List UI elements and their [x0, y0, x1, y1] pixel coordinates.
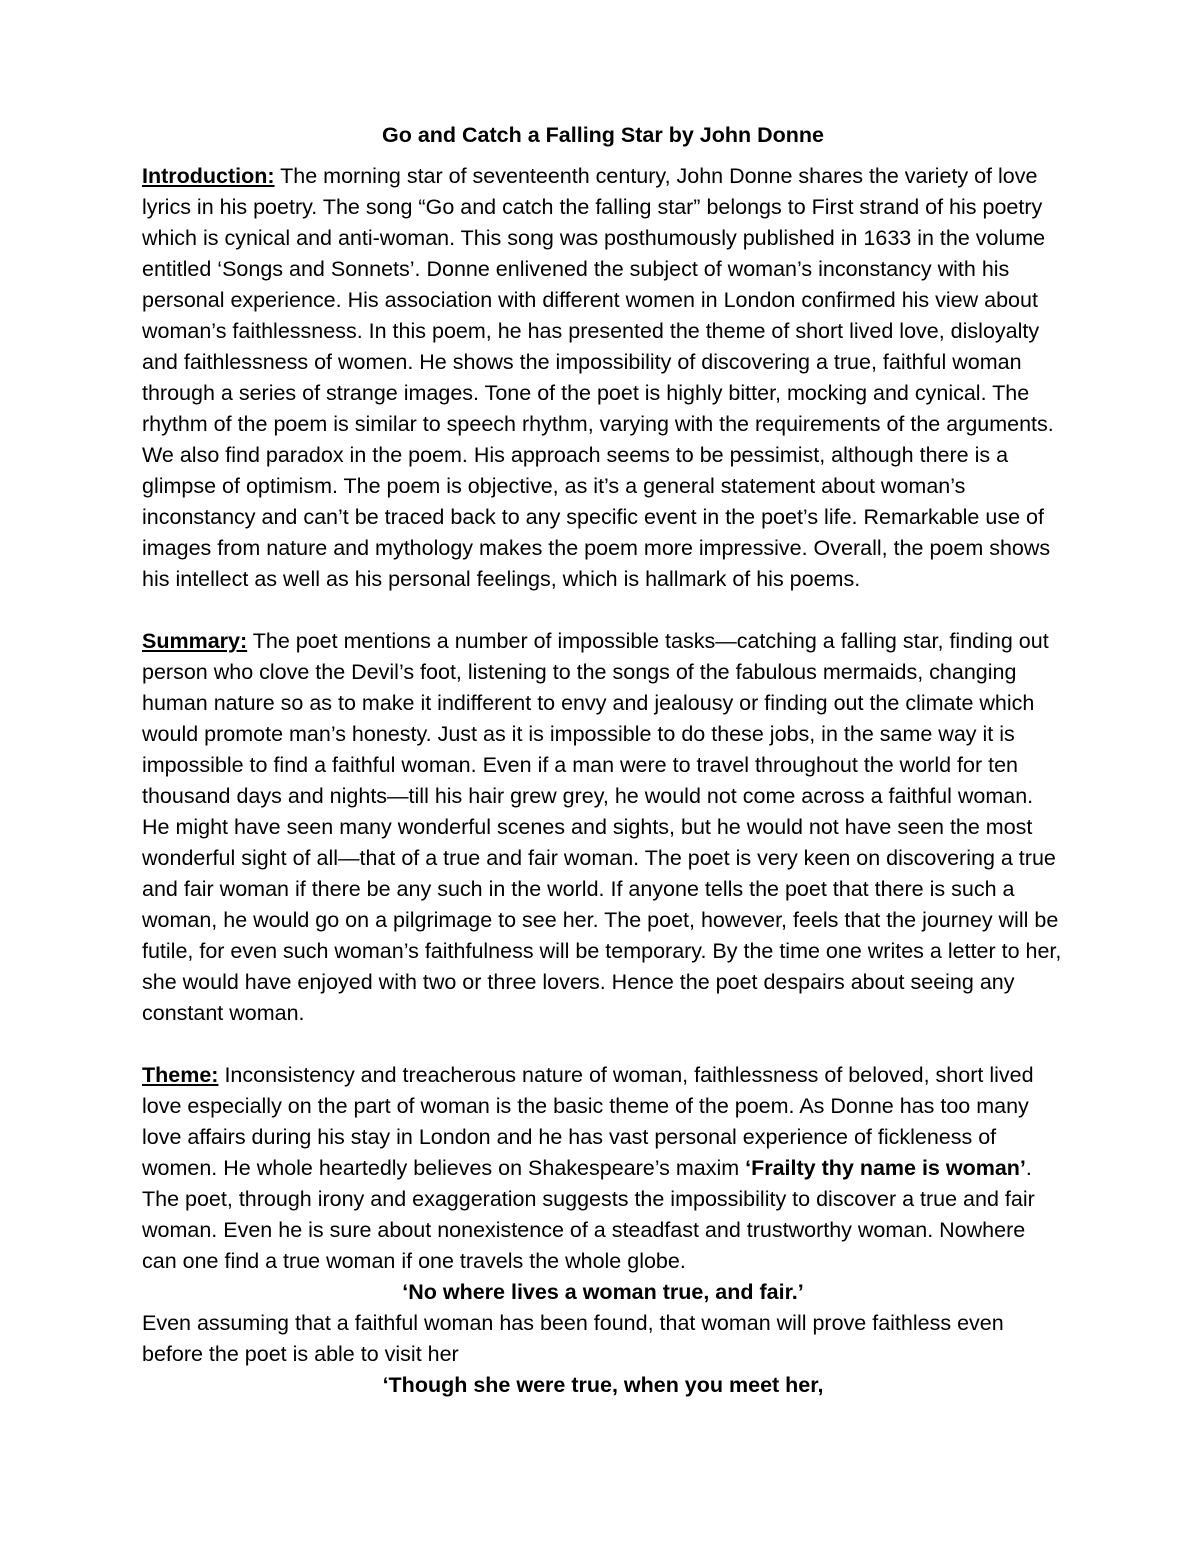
introduction-text: The morning star of seventeenth century, John Donne shares the variety of love lyrics in his poetry. The song “Go and catch the falling star” belongs to First strand of his poetry which is cynical and anti-woman. This song was posthumously published in 1633 in the volume entitled ‘Songs and Sonnets’. Donne enlivened the subject of woman’s inconstancy with his personal experience. His association with different women in London confirmed his view about woman’s faithlessness. In this poem, he has presented the theme of short lived love, disloyalty and faithlessness of women. He shows the impossibility of discovering a true, faithful woman through a series of strange images. Tone of the poet is highly bitter, mocking and cynical. The rhythm of the poem is similar to speech rhythm, varying with the requirements of the arguments. We also find paradox in the poem. His approach seems to be pessimist, although there is a glimpse of optimism. The poem is objective, as it’s a general statement about woman’s inconstancy and can’t be traced back to any specific event in the poet’s life. Remarkable use of images from nature and mythology makes the poem more impressive. Overall, the poem shows his intellect as well as his personal feelings, which is hallmark of his poems. [142, 164, 1054, 591]
summary-text: The poet mentions a number of impossible tasks—catching a falling star, finding out person who clove the Devil’s foot, listening to the songs of the fabulous mermaids, changing human nature so as to make it indifferent to envy and jealousy or finding out the climate which would promote man’s honesty. Just as it is impossible to do these jobs, in the same way it is impossible to find a faithful woman. Even if a man were to travel throughout the world for ten thousand days and nights—till his hair grew grey, he would not come across a faithful woman. He might have seen many wonderful scenes and sights, but he would not have seen the most wonderful sight of all—that of a true and fair woman. The poet is very keen on discovering a true and fair woman if there be any such in the world. If anyone tells the poet that there is such a woman, he would go on a pilgrimage to see her. The poet, however, feels that the journey will be futile, for even such woman’s faithfulness will be temporary. By the time one writes a letter to her, she would have enjoyed with two or three lovers. Hence the poet despairs about seeing any constant woman. [142, 629, 1062, 1025]
theme-continued-text: Even assuming that a faithful woman has been found, that woman will prove faithless even before the poet is able to visit her [142, 1311, 1004, 1366]
introduction-paragraph [142, 161, 1064, 595]
summary-heading: Summary: [142, 629, 248, 653]
theme-heading: Theme: [142, 1063, 219, 1087]
theme-maxim: ‘Frailty thy name is woman’ [745, 1156, 1026, 1180]
document-title: Go and Catch a Falling Star by John Donne [382, 123, 824, 147]
document-page [142, 120, 1064, 1401]
theme-text-before: Inconsistency and treacherous nature of woman, faithlessness of beloved, short lived love especially on the part of woman is the basic theme of the poem. As Donne has too many love affairs during his stay in London and he has vast personal experience of fickleness of women. He whole heartedly believes on Shakespeare’s maxim [142, 1063, 1034, 1180]
introduction-heading: Introduction: [142, 164, 275, 188]
poem-quote-2: ‘Though she were true, when you meet her, [382, 1373, 824, 1397]
theme-text-after: . The poet, through irony and exaggeration suggests the impossibility to discover a true and fair woman. Even he is sure about nonexistence of a steadfast and trustworthy woman. Nowhere can one find a true woman if one travels the whole globe. [142, 1156, 1035, 1273]
summary-paragraph [142, 626, 1064, 1029]
poem-quote-1: ‘No where lives a woman true, and fair.’ [402, 1280, 804, 1304]
theme-paragraph [142, 1060, 1064, 1277]
